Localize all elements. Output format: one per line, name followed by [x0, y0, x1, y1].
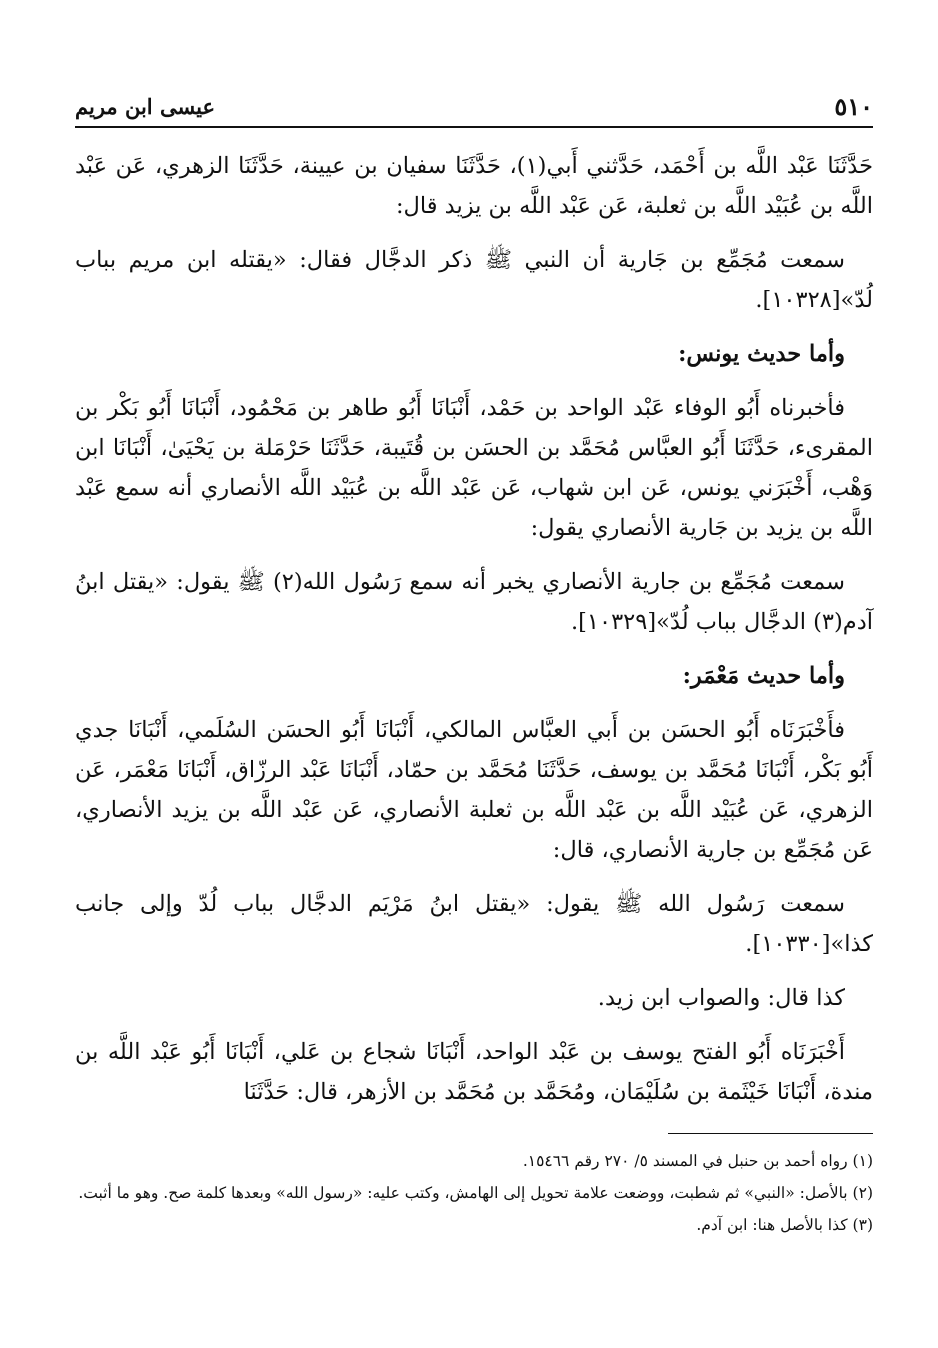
footnotes	[75, 1133, 873, 1244]
running-title: عيسى ابن مريم	[75, 94, 216, 119]
footnote-1: (١) رواه أحمد بن حنبل في المسند ٥/ ٢٧٠ رقم ١٥٤٦٦.	[522, 1152, 873, 1170]
page-header	[75, 90, 873, 128]
paragraph-isnad-3: فأَخْبَرَنَاه أَبُو الحسَن بن أَبي العبَّاس المالكي، أَنْبَانَا أَبُو الحسَن السُلَمي، أَنْبَانَا جدي أَبُو بَكْر، أَنْبَانَا مُحَمَّد بن يوسف، حَدَّثَنَا مُحَمَّد بن حمّاد، أَنْبَانَا عَبْد الرزّاق، أَنْبَانَا مَعْمَر، عَن الزهري، عَن عُبَيْد اللَّه بن عَبْد اللَّه بن ثعلبة الأنصاري، عَن عَبْد اللَّه بن يزيد الأنصاري، عَن مُجَمِّع بن جارية الأنصاري، قال:	[75, 717, 873, 863]
main-text	[75, 146, 873, 1126]
paragraph-section-mamar: وأما حديث مَعْمَر:	[682, 663, 845, 689]
paragraph-note: كذا قال: والصواب ابن زيد.	[597, 985, 845, 1011]
paragraph-isnad-1: حَدَّثَنَا عَبْد اللَّه بن أَحْمَد، حَدَّثني أَبي(١)، حَدَّثَنَا سفيان بن عيينة، حَدَّثَنَا الزهري، عَن عَبْد اللَّه بن عُبَيْد اللَّه بن ثعلبة، عَن عَبْد اللَّه بن يزيد قال:	[75, 153, 873, 219]
page-number: ٥١٠	[834, 92, 873, 121]
paragraph-isnad-2: فأخبرناه أَبُو الوفاء عَبْد الواحد بن حَمْد، أَنْبَانَا أَبُو طاهر بن مَحْمُود، أَنْبَانَا أَبُو بَكْر بن المقرىء، حَدَّثَنَا أَبُو العبَّاس مُحَمَّد بن الحسَن بن قُتَيبة، حَدَّثَنَا حَرْمَلة بن يَحْيَىٰ، أَنْبَانَا ابن وَهْب، أَخْبَرَني يونس، عَن ابن شهاب، عَن عَبْد اللَّه بن عُبَيْد اللَّه الأنصاري أنه سمع عَبْد اللَّه بن يزيد بن جَارية الأنصاري يقول:	[75, 395, 873, 541]
paragraph-hadith-3: سمعت رَسُول الله ﷺ يقول: «يقتل ابنُ مَرْيَم الدجَّال بباب لُدّ وإلى جانب كذا»[١٠٣٣٠].	[75, 891, 873, 957]
footnote-divider	[668, 1133, 873, 1134]
footnote-3: (٣) كذا بالأصل هنا: ابن آدم.	[696, 1216, 873, 1234]
paragraph-section-yunus: وأما حديث يونس:	[678, 341, 845, 367]
paragraph-hadith-1: سمعت مُجَمِّع بن جَارية أن النبي ﷺ ذكر الدجَّال فقال: «يقتله ابن مريم بباب لُدّ»[١٠٣٢٨].	[75, 247, 873, 313]
paragraph-isnad-4: أَخْبَرَنَاه أَبُو الفتح يوسف بن عَبْد الواحد، أَنْبَانَا شجاع بن عَلي، أَنْبَانَا أَبُو عَبْد اللَّه بن مندة، أَنْبَانَا خَيْثَمة بن سُلَيْمَان، ومُحَمَّد بن مُحَمَّد بن الأزهر، قال: حَدَّثَنَا	[75, 1039, 873, 1105]
footnote-2: (٢) بالأصل: «النبي» ثم شطبت، ووضعت علامة تحويل إلى الهامش، وكتب عليه: «رسول الله» وبعدها كلمة صح. وهو ما أثبت.	[78, 1184, 873, 1202]
paragraph-hadith-2: سمعت مُجَمِّع بن جارية الأنصاري يخبر أنه سمع رَسُول الله(٢) ﷺ يقول: «يقتل ابنُ آدم(٣) الدجَّال بباب لُدّ»[١٠٣٢٩].	[75, 569, 873, 635]
